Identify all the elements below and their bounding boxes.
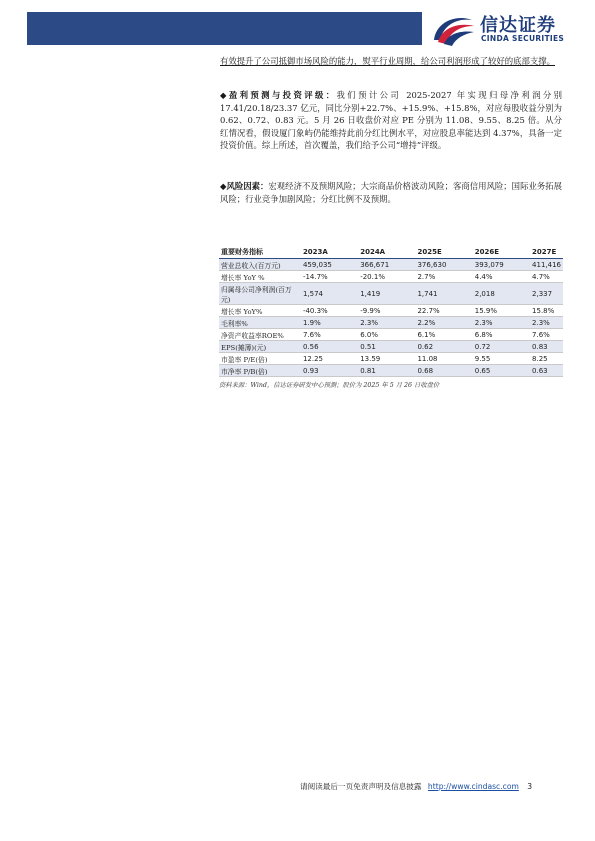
table-cell: 411,416 bbox=[532, 260, 561, 269]
earnings-forecast-body: 我们预计公司 2025-2027 年实现归母净利润分别 17.41/20.18/23.37 亿元，同比分别+22.7%、+15.9%、+15.8%，对应每股收益分别为 0.62、0.72、0.83 元。5 月 26 日收盘价对应 PE 分别为 11.08、9.55、8.25 倍。从分红情况看，假设厦门象屿仍能维持此前分红比例水平，对应股息率能达到 4.37%，具备一定投资价值。综上所述，首次覆盖，我们给予公司“增持”评级。 bbox=[220, 90, 562, 150]
row-label: 增长率 YoY % bbox=[219, 271, 301, 283]
table-cell: 7.6% bbox=[301, 329, 358, 341]
cinda-logo bbox=[430, 8, 580, 50]
financial-metrics-table bbox=[219, 246, 563, 377]
header-bar bbox=[27, 12, 422, 45]
table-row bbox=[219, 353, 563, 365]
table-cell: 4.7% bbox=[530, 271, 563, 283]
risk-paragraph bbox=[220, 180, 562, 205]
table-header-cell: 2023A bbox=[301, 246, 358, 259]
table-cell: -20.1% bbox=[358, 271, 415, 283]
row-label: 增长率 YoY% bbox=[219, 305, 301, 317]
table-row bbox=[219, 329, 563, 341]
table-cell: 0.63 bbox=[530, 365, 563, 377]
table-cell: 2.2% bbox=[415, 317, 472, 329]
table-cell: 2.3% bbox=[473, 317, 530, 329]
table-cell: -9.9% bbox=[358, 305, 415, 317]
table-cell: 0.81 bbox=[358, 365, 415, 377]
table-cell: 1,741 bbox=[415, 283, 472, 305]
table-cell: 7.6% bbox=[530, 329, 563, 341]
disclaimer-notice: 请阅读最后一页免责声明及信息披露 bbox=[300, 782, 422, 791]
table-cell: 4.4% bbox=[473, 271, 530, 283]
table-cell: 0.51 bbox=[358, 341, 415, 353]
table-cell: 6.0% bbox=[358, 329, 415, 341]
table-header-cell: 2024A bbox=[358, 246, 415, 259]
table-cell: 15.8% bbox=[530, 305, 563, 317]
table-cell: 376,630 bbox=[415, 259, 472, 271]
table-cell: 8.25 bbox=[530, 353, 563, 365]
risk-body: 宏观经济不及预期风险；大宗商品价格波动风险；客商信用风险；国际业务拓展风险；行业竞争加剧风险；分红比例不及预期。 bbox=[220, 181, 562, 204]
table-cell: 6.8% bbox=[473, 329, 530, 341]
table-cell: 0.68 bbox=[415, 365, 472, 377]
table-cell: 0.93 bbox=[301, 365, 358, 377]
table-row bbox=[219, 271, 563, 283]
table-cell: 393,079 bbox=[473, 259, 530, 271]
brand-name-cn: 信达证券 bbox=[480, 15, 556, 36]
table-cell: 1,419 bbox=[358, 283, 415, 305]
row-label: 营业总收入(百万元) bbox=[219, 259, 301, 271]
table-cell: -14.7% bbox=[301, 271, 358, 283]
table-cell: 13.59 bbox=[358, 353, 415, 365]
table-cell: 0.56 bbox=[301, 341, 358, 353]
table-row bbox=[219, 305, 563, 317]
table-cell: 15.9% bbox=[473, 305, 530, 317]
table-source-note: 资料来源：Wind，信达证券研发中心预测；股价为 2025 年 5 月 26 日收盘价 bbox=[219, 382, 440, 389]
table-cell: 366,671 bbox=[358, 259, 415, 271]
website-link[interactable]: http://www.cindasc.com bbox=[427, 782, 519, 791]
table-cell: 0.65 bbox=[473, 365, 530, 377]
table-cell: 9.55 bbox=[473, 353, 530, 365]
table-cell: 0.72 bbox=[473, 341, 530, 353]
table-header-cell: 2026E bbox=[473, 246, 530, 259]
table-header-cell: 2027E bbox=[530, 246, 563, 259]
row-label: 毛利率% bbox=[219, 317, 301, 329]
table-cell: 2,018 bbox=[473, 283, 530, 305]
row-label: EPS(摊薄)(元) bbox=[219, 341, 301, 353]
table-cell: 1.9% bbox=[301, 317, 358, 329]
page-footer bbox=[300, 781, 532, 792]
table-cell: 0.62 bbox=[415, 341, 472, 353]
table-header-cell: 重要财务指标 bbox=[219, 246, 301, 259]
table-cell: 2.3% bbox=[530, 317, 563, 329]
table-cell: -40.3% bbox=[301, 305, 358, 317]
table-cell: 1,574 bbox=[301, 283, 358, 305]
table-cell: 459,035 bbox=[301, 259, 358, 271]
brand-name-en: CINDA SECURITIES bbox=[481, 34, 565, 43]
table-row bbox=[219, 283, 563, 305]
table-cell: 22.7% bbox=[415, 305, 472, 317]
table-row bbox=[219, 317, 563, 329]
earnings-forecast-paragraph bbox=[220, 89, 562, 152]
row-label: 净资产收益率ROE% bbox=[219, 329, 301, 341]
table-cell: 11.08 bbox=[415, 353, 472, 365]
table-header-row bbox=[219, 246, 563, 259]
page-number: 3 bbox=[527, 782, 533, 791]
earnings-forecast-heading: ◆盈利预测与投资评级： bbox=[220, 90, 337, 100]
table-cell: 6.1% bbox=[415, 329, 472, 341]
cinda-emblem-icon bbox=[430, 10, 476, 48]
intro-paragraph: 有效提升了公司抵御市场风险的能力，熨平行业周期，给公司利润形成了较好的底部支撑。 bbox=[220, 56, 555, 66]
table-cell: 0.83 bbox=[530, 341, 563, 353]
table-header-cell: 2025E bbox=[415, 246, 472, 259]
row-label: 归属母公司净利润(百万元) bbox=[219, 283, 301, 305]
table-row bbox=[219, 341, 563, 353]
row-label: 市净率 P/B(倍) bbox=[219, 365, 301, 377]
table-cell: 2.7% bbox=[415, 271, 472, 283]
table-cell: 12.25 bbox=[301, 353, 358, 365]
table-row bbox=[219, 259, 563, 271]
table-cell: 2,337 bbox=[530, 283, 563, 305]
table-cell: 2.3% bbox=[358, 317, 415, 329]
row-label: 市盈率 P/E(倍) bbox=[219, 353, 301, 365]
table-row bbox=[219, 365, 563, 377]
risk-heading: ◆风险因素： bbox=[220, 181, 269, 191]
